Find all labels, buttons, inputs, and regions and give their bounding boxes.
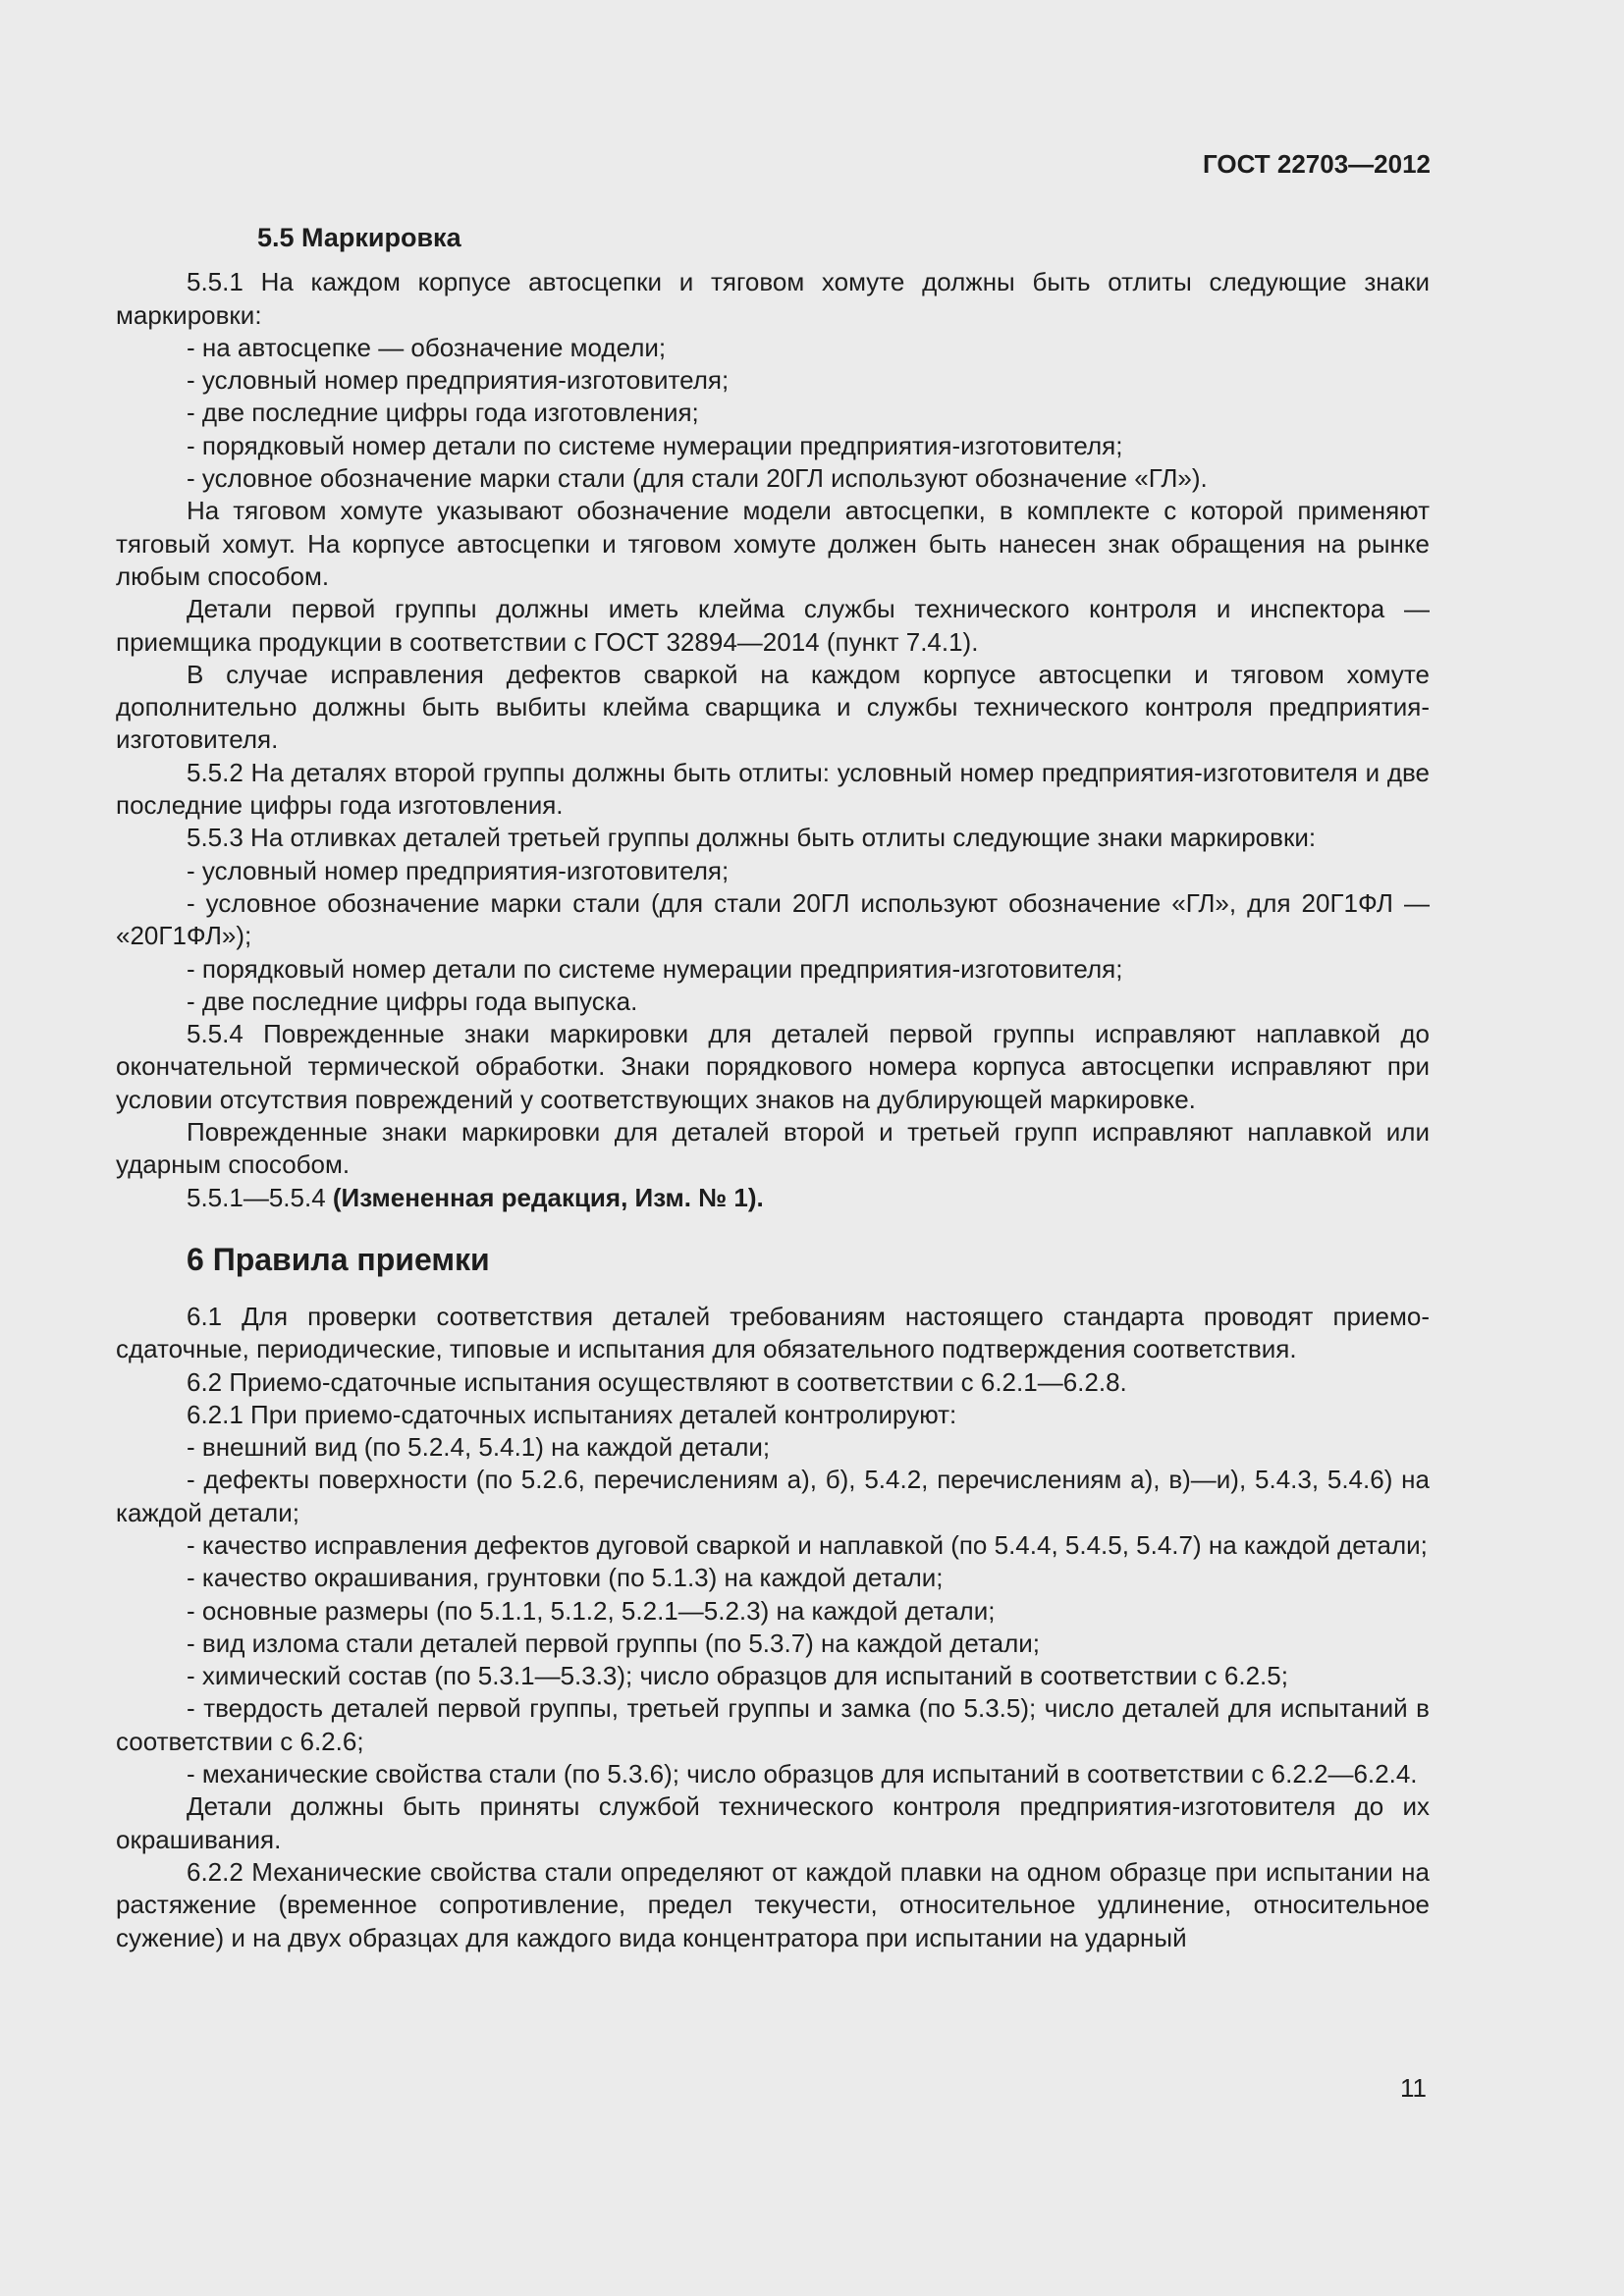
paragraph-5-5-4: 5.5.4 Поврежденные знаки маркировки для деталей первой группы исправляют наплавкой до окончательной термической обработки. Знаки порядкового номера корпуса автосцепки исправляют при условии отсутствия повреждений у соответствующих знаков на дублирующей маркировке. bbox=[116, 1019, 1430, 1114]
paragraph-5-5-2: 5.5.2 На деталях второй группы должны быть отлиты: условный номер предприятия-изготовителя и две последние цифры года изготовления. bbox=[116, 757, 1430, 821]
page-number: 11 bbox=[1400, 2073, 1427, 2103]
document-body bbox=[116, 222, 1430, 1954]
list-item: - механические свойства стали (по 5.3.6); число образцов для испытаний в соответствии с 6.2.2—6.2.4. bbox=[187, 1759, 1418, 1789]
spacer bbox=[116, 254, 1430, 266]
paragraph-6-1: 6.1 Для проверки соответствия деталей требованиям настоящего стандарта проводят приемо-сдаточные, периодические, типовые и испытания для обязательного подтверждения соответствия. bbox=[116, 1301, 1430, 1364]
paragraph: Детали первой группы должны иметь клейма службы технического контроля и инспектора — приемщика продукции в соответствии с ГОСТ 32894—2014 (пункт 7.4.1). bbox=[116, 594, 1430, 657]
list-item: - две последние цифры года выпуска. bbox=[187, 986, 638, 1016]
paragraph-5-5-3: 5.5.3 На отливках деталей третьей группы должны быть отлиты следующие знаки маркировки: bbox=[187, 823, 1317, 853]
amendment-label: (Измененная редакция, Изм. № 1). bbox=[332, 1182, 764, 1212]
list-item: - две последние цифры года изготовления; bbox=[187, 398, 699, 428]
paragraph: Поврежденные знаки маркировки для деталей второй и третьей групп исправляют наплавкой или ударным способом. bbox=[116, 1117, 1430, 1180]
chapter-heading-6: 6 Правила приемки bbox=[187, 1241, 490, 1277]
list-item: - вид излома стали деталей первой группы (по 5.3.7) на каждой детали; bbox=[187, 1628, 1041, 1658]
list-item: - качество окрашивания, грунтовки (по 5.1.3) на каждой детали; bbox=[187, 1563, 944, 1593]
list-item: - порядковый номер детали по системе нумерации предприятия-изготовителя; bbox=[187, 953, 1123, 984]
paragraph: На тяговом хомуте указывают обозначение модели автосцепки, в комплекте с которой применяют тяговый хомут. На корпусе автосцепки и тяговом хомуте должен быть нанесен знак обращения на рынке любым способом. bbox=[116, 496, 1430, 591]
standard-designation: ГОСТ 22703—2012 bbox=[1203, 149, 1431, 179]
list-item: - основные размеры (по 5.1.1, 5.1.2, 5.2.1—5.2.3) на каждой детали; bbox=[187, 1595, 996, 1626]
paragraph-6-2: 6.2 Приемо-сдаточные испытания осуществляют в соответствии с 6.2.1—6.2.8. bbox=[187, 1366, 1127, 1397]
paragraph: Детали должны быть приняты службой технического контроля предприятия-изготовителя до их окрашивания. bbox=[116, 1791, 1430, 1854]
list-item: - условный номер предприятия-изготовителя; bbox=[187, 855, 730, 885]
list-item: - твердость деталей первой группы, третьей группы и замка (по 5.3.5); число деталей для испытаний в соответствии с 6.2.6; bbox=[116, 1693, 1430, 1756]
list-item: - качество исправления дефектов дуговой сваркой и наплавкой (по 5.4.4, 5.4.5, 5.4.7) на каждой детали; bbox=[187, 1529, 1428, 1560]
list-item: - порядковый номер детали по системе нумерации предприятия-изготовителя; bbox=[187, 430, 1123, 460]
list-item: - условное обозначение марки стали (для стали 20ГЛ используют обозначение «ГЛ»). bbox=[187, 463, 1208, 494]
paragraph-5-5-1: 5.5.1 На каждом корпусе автосцепки и тяговом хомуте должны быть отлиты следующие знаки маркировки: bbox=[116, 267, 1430, 330]
list-item: - на автосцепке — обозначение модели; bbox=[187, 332, 667, 362]
section-heading-5-5: 5.5 Маркировка bbox=[257, 223, 461, 252]
list-item: - внешний вид (по 5.2.4, 5.4.1) на каждой детали; bbox=[187, 1432, 771, 1463]
paragraph-6-2-1: 6.2.1 При приемо-сдаточных испытаниях деталей контролируют: bbox=[187, 1399, 957, 1429]
paragraph: В случае исправления дефектов сваркой на каждом корпусе автосцепки и тяговом хомуте дополнительно должны быть выбиты клейма сварщика и службы технического контроля предприятия-изготовителя. bbox=[116, 659, 1430, 755]
list-item: - дефекты поверхности (по 5.2.6, перечислениям а), б), 5.4.2, перечислениям а), в)—и), 5.4.3, 5.4.6) на каждой детали; bbox=[116, 1465, 1430, 1527]
amendment-ref: 5.5.1—5.5.4 bbox=[187, 1182, 333, 1212]
list-item: - условное обозначение марки стали (для стали 20ГЛ используют обозначение «ГЛ», для 20Г1ФЛ — «20Г1ФЛ»); bbox=[116, 887, 1430, 951]
amendment-note bbox=[116, 1182, 1430, 1214]
list-item: - химический состав (по 5.3.1—5.3.3); число образцов для испытаний в соответствии с 6.2.5; bbox=[187, 1661, 1288, 1691]
list-item: - условный номер предприятия-изготовителя; bbox=[187, 365, 730, 396]
paragraph-6-2-2: 6.2.2 Механические свойства стали определяют от каждой плавки на одном образце при испытании на растяжение (временное сопротивление, предел текучести, относительное удлинение, относительное сужение) и на двух образцах для каждого вида концентратора при испытании на ударный bbox=[116, 1856, 1430, 1952]
